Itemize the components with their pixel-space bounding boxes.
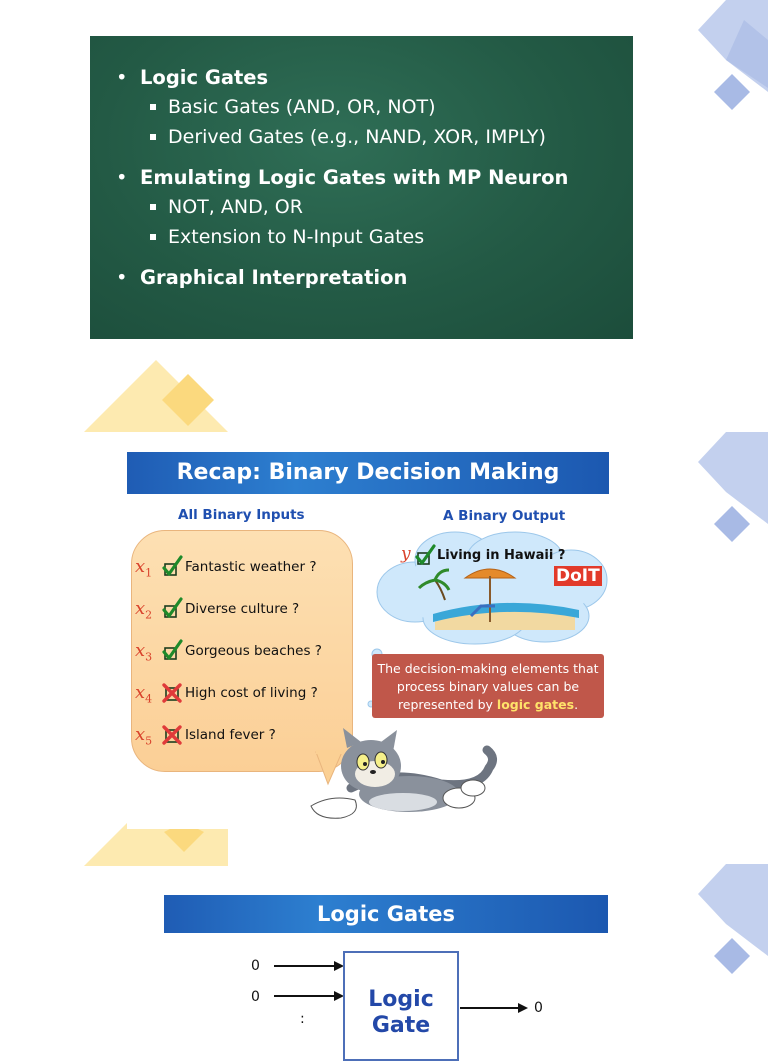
input-ellipsis: : xyxy=(300,1011,305,1027)
recap-slide xyxy=(127,452,609,829)
outline-item: NOT, AND, OR xyxy=(116,192,633,222)
outline-heading-logic-gates: • Logic Gates xyxy=(116,64,633,92)
input-row xyxy=(127,640,347,664)
outline-slide xyxy=(90,36,633,339)
input-label: Island fever ? xyxy=(185,727,276,743)
input-row xyxy=(127,556,347,580)
outline-item: Extension to N-Input Gates xyxy=(116,222,633,252)
input-variable: $x_3$ xyxy=(135,640,153,664)
blue-diamond-decoration-middle xyxy=(676,432,768,552)
check-icon xyxy=(161,556,183,578)
input-variable: $x_1$ xyxy=(135,556,153,580)
blue-diamond-decoration-top xyxy=(676,0,768,120)
input-label: Gorgeous beaches ? xyxy=(185,643,322,659)
cross-icon xyxy=(161,724,183,746)
output-header: A Binary Output xyxy=(443,508,566,524)
gate-input-value: 0 xyxy=(251,958,260,974)
doit-logo: DoIT xyxy=(556,566,600,586)
input-row xyxy=(127,598,347,622)
outline-item: Basic Gates (AND, OR, NOT) xyxy=(116,92,633,122)
input-label: Fantastic weather ? xyxy=(185,559,317,575)
yellow-diamond-decoration-upper xyxy=(84,360,234,432)
inputs-header: All Binary Inputs xyxy=(178,507,305,523)
slide-title: Recap: Binary Decision Making xyxy=(127,452,609,494)
gate-output-value: 0 xyxy=(534,1000,543,1016)
input-label: Diverse culture ? xyxy=(185,601,300,617)
logic-gates-callout: The decision-making elements that process binary values can be represented by logic gates. xyxy=(372,654,604,718)
logic-gates-slide xyxy=(164,895,608,1038)
outline-heading-graphical: • Graphical Interpretation xyxy=(116,264,633,292)
input-variable: $x_5$ xyxy=(135,724,153,748)
cartoon-cat-illustration xyxy=(291,728,501,828)
input-row xyxy=(127,682,347,706)
blue-diamond-decoration-bottom xyxy=(676,864,768,984)
input-arrows xyxy=(272,957,344,997)
input-variable: $x_4$ xyxy=(135,682,153,706)
output-arrow xyxy=(460,1001,530,1015)
output-variable: y xyxy=(401,544,411,564)
check-icon xyxy=(161,640,183,662)
slide-title: Logic Gates xyxy=(164,895,608,933)
check-icon xyxy=(414,545,436,567)
gate-input-value: 0 xyxy=(251,989,260,1005)
output-label: Living in Hawaii ? xyxy=(437,548,566,563)
outline-list xyxy=(116,64,633,292)
logic-gate-box: Logic Gate xyxy=(343,951,459,1061)
input-label: High cost of living ? xyxy=(185,685,318,701)
input-variable: $x_2$ xyxy=(135,598,153,622)
outline-heading-emulating: • Emulating Logic Gates with MP Neuron xyxy=(116,164,633,192)
check-icon xyxy=(161,598,183,620)
outline-item: Derived Gates (e.g., NAND, XOR, IMPLY) xyxy=(116,122,633,152)
cross-icon xyxy=(161,682,183,704)
